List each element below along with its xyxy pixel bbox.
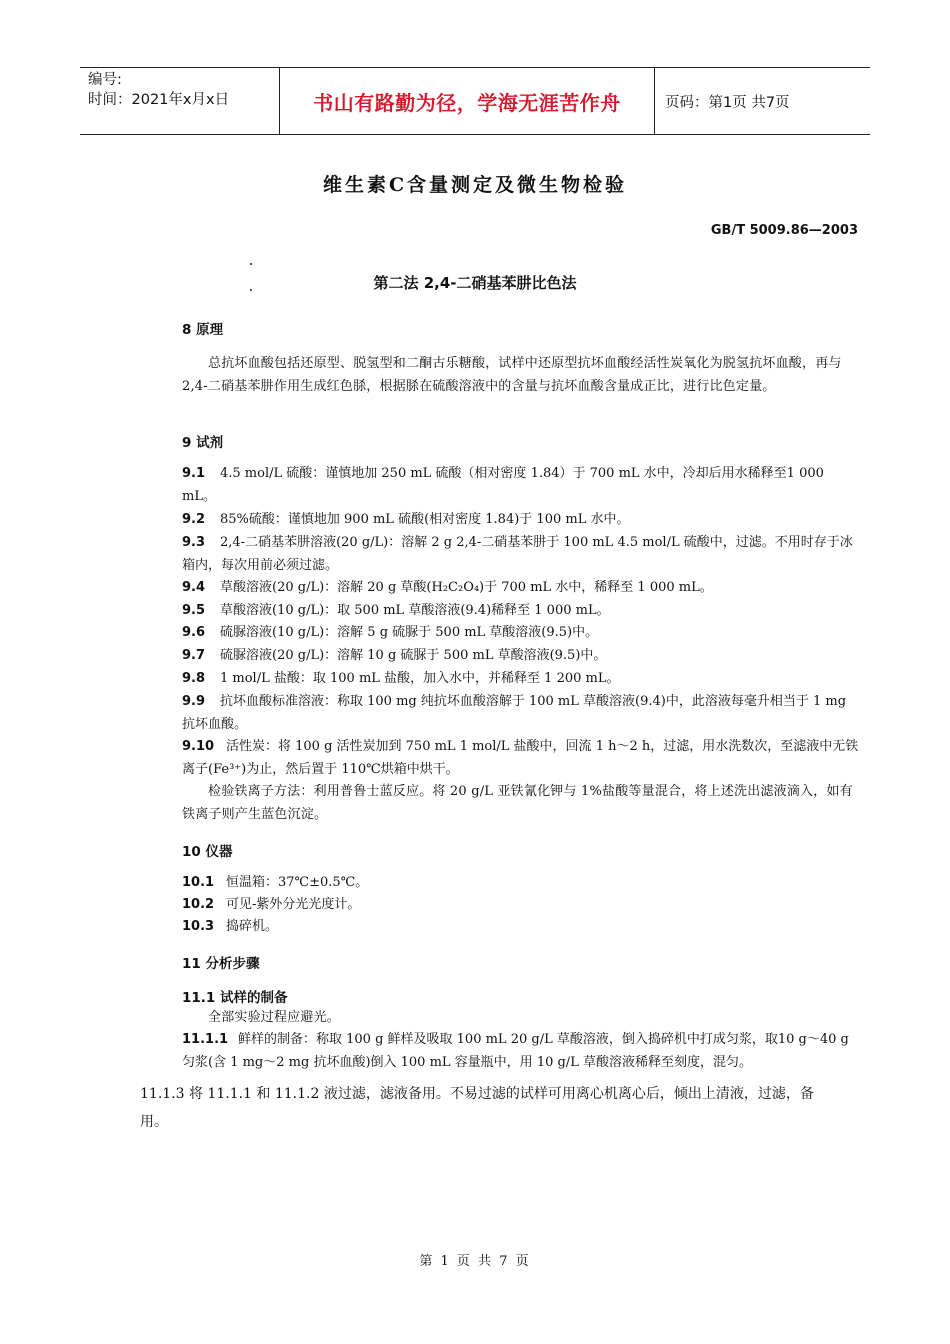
list-item: [182, 532, 860, 577]
method-title: 第二法 2,4-二硝基苯肼比色法: [373, 274, 577, 292]
item-number: 9.10: [182, 739, 215, 754]
section-heading: 9 试剂: [182, 435, 224, 451]
section-heading: 8 原理: [182, 322, 224, 338]
list-item: [182, 668, 860, 691]
item-number: 9.9: [182, 694, 206, 709]
list-item: [182, 1029, 860, 1074]
list-item: [182, 463, 860, 508]
item-text: 硫脲溶液(20 g/L)：溶解 10 g 硫脲于 500 mL 草酸溶液(9.5)中。: [220, 648, 607, 663]
list-item: [182, 691, 860, 736]
item-text: 抗坏血酸标准溶液：称取 100 mg 纯抗坏血酸溶解于 100 mL 草酸溶液(9.4)中，此溶液每毫升相当于 1 mg 抗坏血酸。: [182, 694, 847, 732]
item-number: 9.6: [182, 625, 206, 640]
list-item: [182, 645, 860, 668]
item-text: 1 mol/L 盐酸：取 100 mL 盐酸，加入水中，并稀释至 1 200 mL。: [220, 671, 620, 686]
list-item: [182, 577, 860, 600]
item-text: 4.5 mol/L 硫酸：谨慎地加 250 mL 硫酸（相对密度 1.84）于 700 mL 水中，冷却后用水稀释至1 000 mL。: [182, 466, 824, 504]
item-text: 草酸溶液(20 g/L)：溶解 20 g 草酸(H₂C₂O₄)于 700 mL 水中，稀释至 1 000 mL。: [220, 580, 713, 595]
code-label: 编号:: [88, 72, 122, 88]
date-label: 时间：2021年x月x日: [88, 92, 230, 108]
item-number: 10.2: [182, 897, 215, 912]
item-number: 9.1: [182, 466, 206, 481]
subsection-heading: 11.1 试样的制备: [182, 990, 288, 1006]
item-number: 11.1.1: [182, 1032, 229, 1047]
item-number: 9.8: [182, 671, 206, 686]
section-heading: 10 仪器: [182, 844, 233, 860]
header-meta: [80, 68, 280, 134]
item-text: 草酸溶液(10 g/L)：取 500 mL 草酸溶液(9.4)稀释至 1 000 mL。: [220, 603, 610, 618]
page-footer: 第 1 页 共 7 页: [419, 1254, 531, 1269]
page-info: 页码：第1页 共7页: [665, 94, 790, 111]
item-text: 鲜样的制备：称取 100 g 鲜样及吸取 100 mL 20 g/L 草酸溶液，倒入捣碎机中打成匀浆，取10 g～40 g 匀浆(含 1 mg～2 mg 抗坏血酸)倒入 100 mL 容量瓶中，用 10 g/L 草酸溶液稀释至刻度，混匀。: [182, 1032, 849, 1070]
item-text: 恒温箱：37℃±0.5℃。: [226, 875, 369, 890]
item-text: 硫脲溶液(10 g/L)：溶解 5 g 硫脲于 500 mL 草酸溶液(9.5)中。: [220, 625, 599, 640]
item-text: 活性炭：将 100 g 活性炭加到 750 mL 1 mol/L 盐酸中，回流 1 h～2 h，过滤，用水洗数次，至滤液中无铁离子(Fe³⁺)为止，然后置于 110℃烘箱中烘干。: [182, 739, 859, 777]
list-item: [182, 872, 860, 895]
item-number: 9.4: [182, 580, 206, 595]
item-number: 9.3: [182, 535, 206, 550]
list-item: [182, 600, 860, 623]
item-text: 捣碎机。: [226, 919, 279, 934]
item-text: 85%硫酸：谨慎地加 900 mL 硫酸(相对密度 1.84)于 100 mL 水中。: [220, 512, 630, 527]
paragraph: 11.1.3 将 11.1.1 和 11.1.2 液过滤，滤液备用。不易过滤的试样可用离心机离心后，倾出上清液，过滤，备用。: [140, 1086, 814, 1130]
item-number: 9.7: [182, 648, 206, 663]
page-header: [80, 67, 870, 135]
paragraph: 检验铁离子方法：利用普鲁士蓝反应。将 20 g/L 亚铁氰化钾与 1%盐酸等量混合，将上述洗出滤液滴入，如有铁离子则产生蓝色沉淀。: [182, 784, 853, 822]
paragraph: 全部实验过程应避光。: [208, 1010, 341, 1025]
item-number: 9.5: [182, 603, 206, 618]
item-number: 9.2: [182, 512, 206, 527]
item-text: 2,4-二硝基苯肼溶液(20 g/L)：溶解 2 g 2,4-二硝基苯肼于 100 mL 4.5 mol/L 硫酸中，过滤。不用时存于冰箱内，每次用前必须过滤。: [182, 535, 853, 573]
list-item: [182, 622, 860, 645]
item-number: 10.1: [182, 875, 215, 890]
motto: 书山有路勤为径，学海无涯苦作舟: [280, 68, 655, 134]
section-heading: 11 分析步骤: [182, 956, 260, 972]
item-number: 10.3: [182, 919, 215, 934]
list-item: [182, 509, 860, 532]
list-item: [182, 916, 860, 939]
item-text: 可见-紫外分光光度计。: [226, 897, 361, 912]
scan-speck: [250, 263, 252, 265]
standard-number: GB/T 5009.86—2003: [710, 223, 858, 238]
paragraph: 总抗坏血酸包括还原型、脱氢型和二酮古乐糖酸，试样中还原型抗坏血酸经活性炭氧化为脱氢抗坏血酸，再与2,4-二硝基苯肼作用生成红色脎，根据脎在硫酸溶液中的含量与抗坏血酸含量成正比，进行比色定量。: [182, 356, 842, 394]
list-item: [182, 894, 860, 917]
document-title: 维生素C含量测定及微生物检验: [322, 174, 628, 196]
list-item: [182, 736, 860, 781]
